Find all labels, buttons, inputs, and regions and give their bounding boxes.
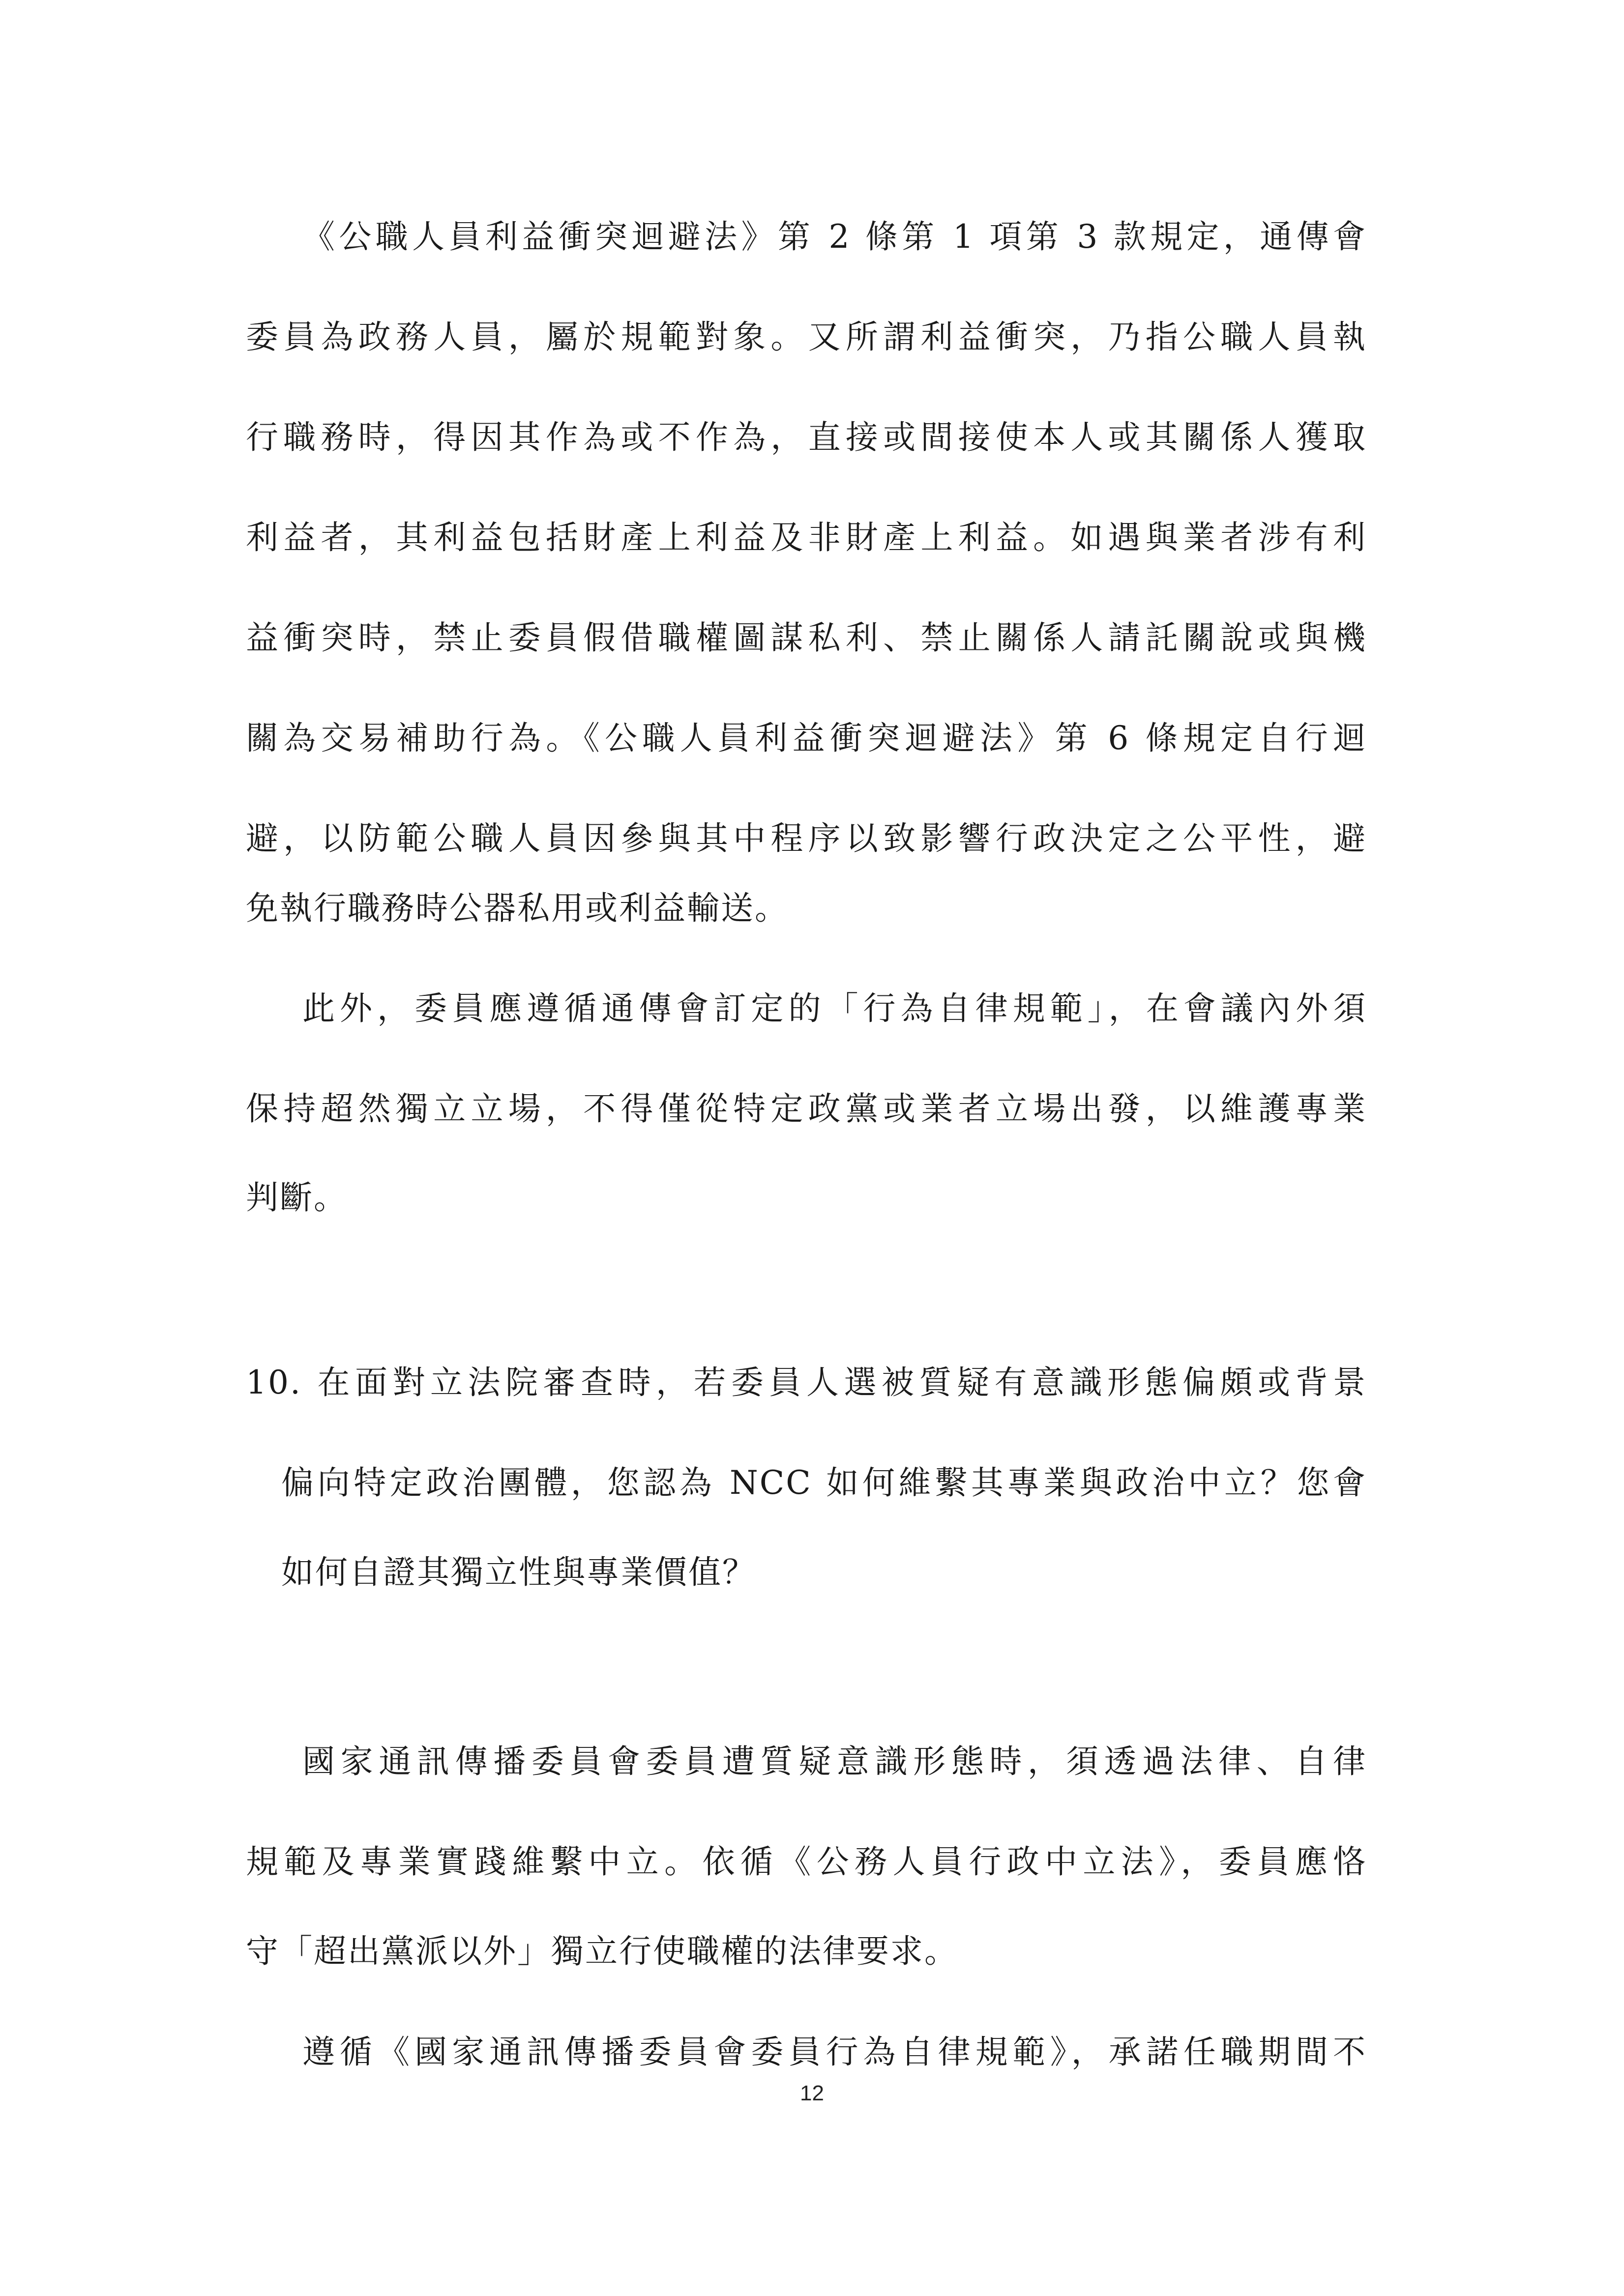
paragraph-2-line: 此外，委員應遵循通傳會訂定的「行為自律規範」，在會議內外須 (302, 989, 1367, 1027)
paragraph-1-line: 《公職人員利益衝突迴避法》第 2 條第 1 項第 3 款規定，通傳會 (302, 218, 1367, 256)
answer-paragraph-2-line: 遵循《國家通訊傳播委員會委員行為自律規範》，承諾任職期間不 (302, 2033, 1367, 2071)
answer-paragraph-1-line: 守「超出黨派以外」獨立行使職權的法律要求。 (246, 1932, 958, 1970)
answer-paragraph-1-line: 規範及專業實踐維繫中立。依循《公務人員行政中立法》，委員應恪 (246, 1843, 1367, 1881)
paragraph-1-line: 行職務時，得因其作為或不作為，直接或間接使本人或其關係人獲取 (246, 418, 1367, 456)
paragraph-2-line: 保持超然獨立立場，不得僅從特定政黨或業者立場出發，以維護專業 (246, 1090, 1367, 1128)
paragraph-1-line: 免執行職務時公器私用或利益輸送。 (246, 889, 789, 927)
paragraph-1-line: 關為交易補助行為。《公職人員利益衝突迴避法》第 6 條規定自行迴 (246, 719, 1367, 757)
paragraph-1-line: 避，以防範公職人員因參與其中程序以致影響行政決定之公平性，避 (246, 819, 1367, 857)
question-10-line: 如何自證其獨立性與專業價值？ (281, 1553, 756, 1591)
paragraph-1-line: 利益者，其利益包括財產上利益及非財產上利益。如遇與業者涉有利 (246, 519, 1367, 556)
paragraph-1-line: 益衝突時，禁止委員假借職權圖謀私利、禁止關係人請託關說或與機 (246, 619, 1367, 657)
answer-paragraph-1-line: 國家通訊傳播委員會委員遭質疑意識形態時，須透過法律、自律 (302, 1743, 1367, 1780)
paragraph-2-line: 判斷。 (246, 1179, 348, 1217)
page-number: 12 (800, 2081, 824, 2105)
question-10-line: 偏向特定政治團體，您認為 NCC 如何維繫其專業與政治中立？您會 (281, 1464, 1367, 1502)
question-10-line: 10. 在面對立法院審查時，若委員人選被質疑有意識形態偏頗或背景 (246, 1364, 1367, 1401)
paragraph-1-line: 委員為政務人員，屬於規範對象。又所謂利益衝突，乃指公職人員執 (246, 318, 1367, 356)
